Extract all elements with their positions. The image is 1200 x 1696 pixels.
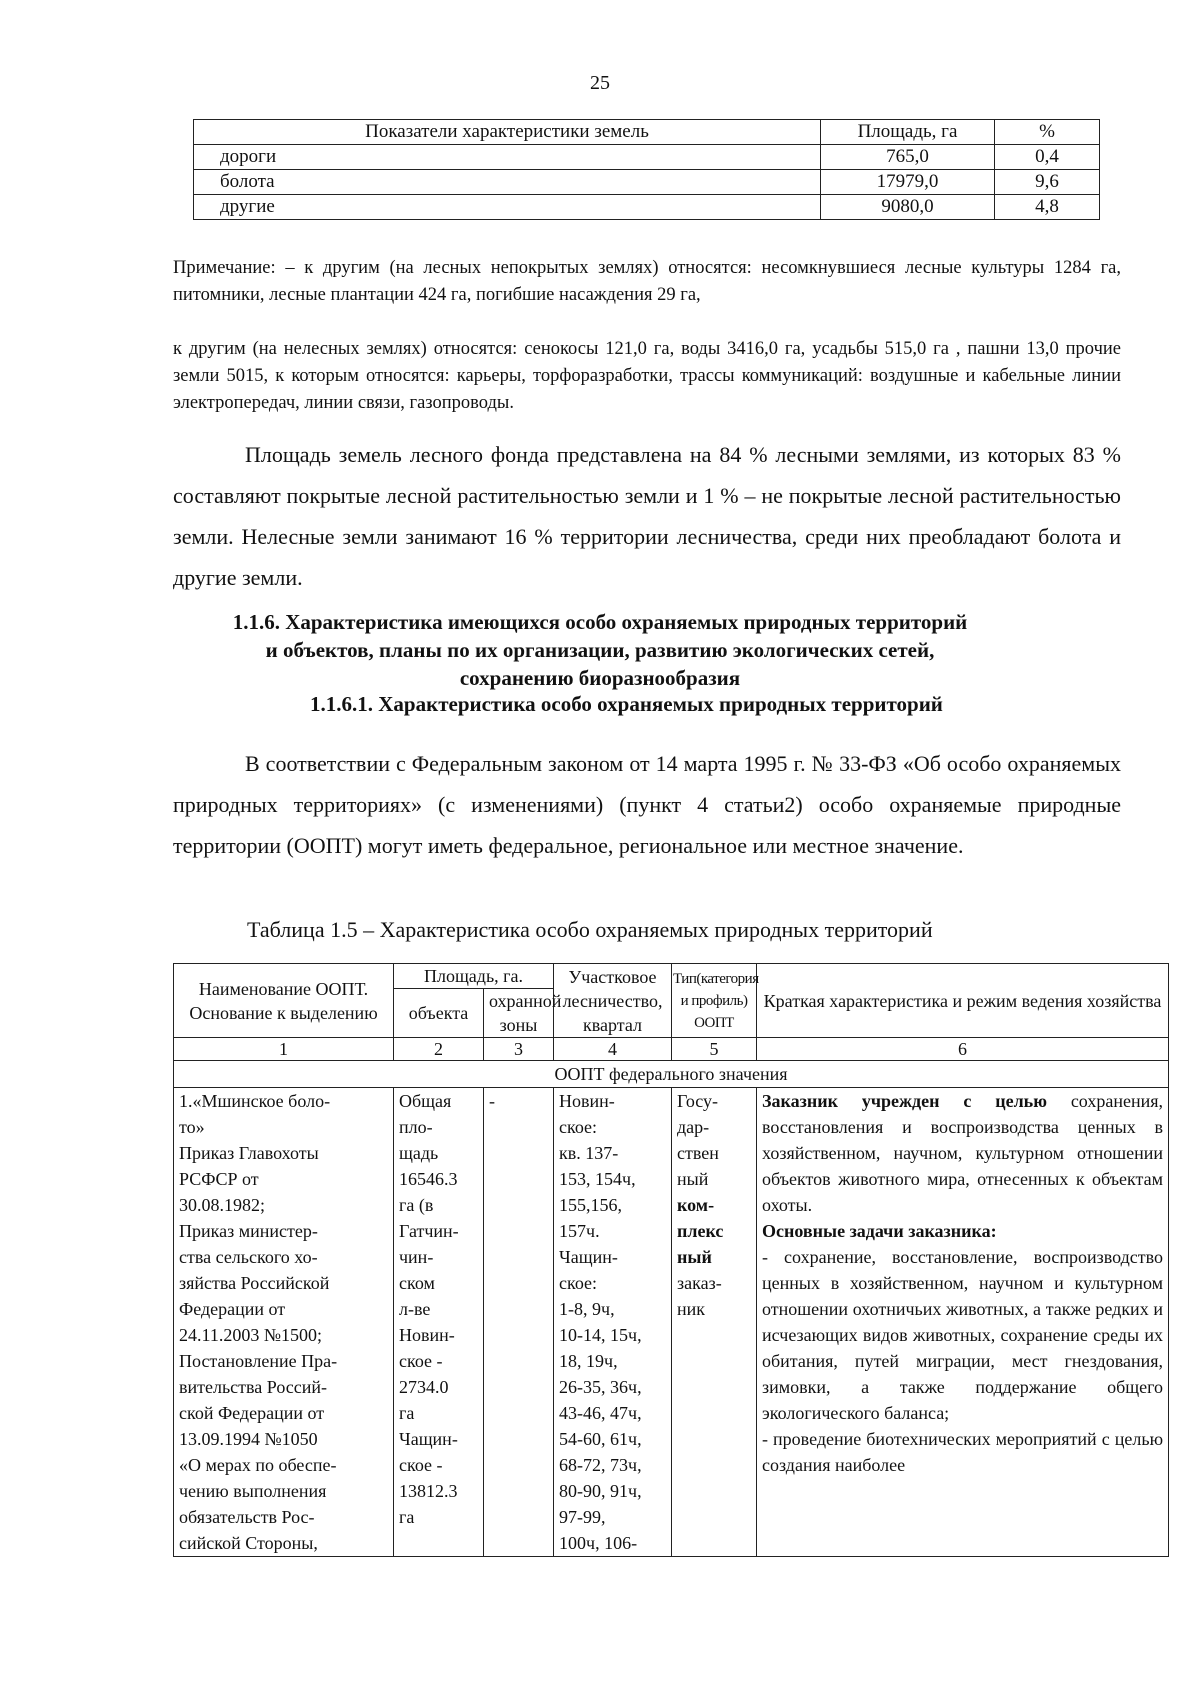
column-numbers-row xyxy=(174,1038,1169,1061)
description-text: сохранения, восстановления и воспроизводства ценных в хозяйственном, научном, культурном отношении объектов животного мира, отнесенных к объектам охоты. xyxy=(762,1091,1164,1215)
cell-line: ник xyxy=(677,1299,706,1319)
row-area: 17979,0 xyxy=(821,170,995,195)
cell-line: Приказ министер- xyxy=(179,1221,318,1241)
description-text: - сохранение, восстановление, воспроизводство ценных в хозяйственном, научном и культурном отношении охотничьих животных, а также редких и исчезающих видов животных, сохранение среды их обитания, путей миграции, мест гнездования, зимовки, а также поддержание общего экологического баланса; xyxy=(762,1247,1164,1423)
cell-line: плекс xyxy=(677,1221,724,1241)
cell-line: 157ч. xyxy=(559,1221,600,1241)
oopt-name-cell xyxy=(174,1088,394,1557)
cell-line: 155,156, xyxy=(559,1195,623,1215)
cell-line: ства сельского хо- xyxy=(179,1247,318,1267)
column-number: 1 xyxy=(174,1038,394,1061)
cell-line: Федерации от xyxy=(179,1299,286,1319)
cell-line: 80-90, 91ч, xyxy=(559,1481,642,1501)
note-nonforest-lands: к другим (на нелесных землях) относятся: сенокосы 121,0 га, воды 3416,0 га, усадьбы 515,0 га , пашни 13,0 прочие земли 5015, к которым относятся: карьеры, торфоразработки, трассы коммуникаций: воздушные и кабельные линии электропередач, линии связи, газопроводы. xyxy=(173,339,1121,413)
cell-line: га xyxy=(399,1403,415,1423)
cell-line: 26-35, 36ч, xyxy=(559,1377,642,1397)
table-row xyxy=(194,170,1100,195)
cell-line: 2734.0 xyxy=(399,1377,449,1397)
cell-line: щадь xyxy=(399,1143,439,1163)
cell-line: 153, 154ч, xyxy=(559,1169,636,1189)
table-row xyxy=(194,195,1100,220)
header-area-zone: охранной зоны xyxy=(484,989,554,1038)
header-area: Площадь, га xyxy=(821,120,995,145)
cell-line: 24.11.2003 №1500; xyxy=(179,1325,323,1345)
cell-line: 43-46, 47ч, xyxy=(559,1403,642,1423)
cell-line: 10-14, 15ч, xyxy=(559,1325,642,1345)
column-number: 3 xyxy=(484,1038,554,1061)
cell-line: ском xyxy=(399,1273,435,1293)
row-label: дороги xyxy=(194,145,821,170)
header-description: Краткая характеристика и режим ведения хозяйства xyxy=(757,964,1169,1038)
cell-line: ское - xyxy=(399,1351,443,1371)
subsection-heading: 1.1.6.1. Характеристика особо охраняемых природных территорий xyxy=(310,692,943,716)
cell-line: Госу- xyxy=(677,1091,719,1111)
cell-line: Новин- xyxy=(399,1325,455,1345)
cell-line: зяйства Российской xyxy=(179,1273,330,1293)
cell-line: га xyxy=(399,1507,415,1527)
cell-line: Общая xyxy=(399,1091,452,1111)
cell-line: ское: xyxy=(559,1117,598,1137)
description-text: - проведение биотехнических мероприятий с целью создания наиболее xyxy=(762,1429,1164,1475)
cell-line: то» xyxy=(179,1117,205,1137)
table-row xyxy=(194,145,1100,170)
section-row xyxy=(174,1061,1169,1088)
cell-line: 54-60, 61ч, xyxy=(559,1429,642,1449)
section-heading xyxy=(0,608,1200,692)
cell-line: вительства Россий- xyxy=(179,1377,328,1397)
oopt-type-cell xyxy=(672,1088,757,1557)
row-percent: 4,8 xyxy=(995,195,1100,220)
oopt-table xyxy=(173,963,1169,1557)
header-percent: % xyxy=(995,120,1100,145)
cell-line: Приказ Главохоты xyxy=(179,1143,319,1163)
cell-line: 13812.3 xyxy=(399,1481,458,1501)
cell-line: 18, 19ч, xyxy=(559,1351,618,1371)
cell-line: ской Федерации от xyxy=(179,1403,325,1423)
header-area-object: объекта xyxy=(394,989,484,1038)
row-label: болота xyxy=(194,170,821,195)
column-number: 4 xyxy=(554,1038,672,1061)
header-indicators: Показатели характеристики земель xyxy=(194,120,821,145)
row-area: 9080,0 xyxy=(821,195,995,220)
cell-line: 13.09.1994 №1050 xyxy=(179,1429,318,1449)
section-title: ООПТ федерального значения xyxy=(174,1061,1169,1088)
row-label: другие xyxy=(194,195,821,220)
header-type: Тип(категория и профиль) ООПТ xyxy=(672,964,757,1038)
cell-line: 30.08.1982; xyxy=(179,1195,266,1215)
cell-line: л-ве xyxy=(399,1299,431,1319)
column-number: 5 xyxy=(672,1038,757,1061)
cell-line: 68-72, 73ч, xyxy=(559,1455,642,1475)
cell-line: Чащин- xyxy=(399,1429,458,1449)
section-heading-line: и объектов, планы по их организации, развитию экологических сетей, xyxy=(265,638,935,662)
cell-line: 1.«Мшинское боло- xyxy=(179,1091,331,1111)
table-header-row xyxy=(174,964,1169,989)
header-area: Площадь, га. xyxy=(394,964,554,989)
cell-line: дар- xyxy=(677,1117,710,1137)
page-number: 25 xyxy=(590,72,610,94)
table-row xyxy=(174,1088,1169,1557)
cell-line: 16546.3 xyxy=(399,1169,458,1189)
description-bold: Основные задачи заказника: xyxy=(762,1221,997,1241)
cell-line: Новин- xyxy=(559,1091,615,1111)
row-area: 765,0 xyxy=(821,145,995,170)
land-indicators-table xyxy=(193,119,1100,220)
cell-line: заказ- xyxy=(677,1273,722,1293)
cell-line: чин- xyxy=(399,1247,434,1267)
cell-line: 97-99, xyxy=(559,1507,606,1527)
oopt-description-cell xyxy=(757,1088,1169,1557)
cell-line: РСФСР от xyxy=(179,1169,259,1189)
table-header-row xyxy=(194,120,1100,145)
description-bold: Заказник учрежден с целью xyxy=(762,1091,1047,1111)
cell-line: ком- xyxy=(677,1195,715,1215)
cell-line: пло- xyxy=(399,1117,433,1137)
oopt-area-cell xyxy=(394,1088,484,1557)
section-heading-line: 1.1.6. Характеристика имеющихся особо охраняемых природных территорий xyxy=(232,610,968,634)
cell-line: чению выполнения xyxy=(179,1481,327,1501)
cell-line: кв. 137- xyxy=(559,1143,619,1163)
cell-line: ный xyxy=(677,1247,712,1267)
column-number: 2 xyxy=(394,1038,484,1061)
column-number: 6 xyxy=(757,1038,1169,1061)
oopt-zone-cell: - xyxy=(484,1088,554,1557)
cell-line: Чащин- xyxy=(559,1247,618,1267)
cell-line: 100ч, 106- xyxy=(559,1533,638,1553)
paragraph-land-area: Площадь земель лесного фонда представлена на 84 % лесными землями, из которых 83 % составляют покрытые лесной растительностью земли и 1 % – не покрытые лесной растительностью земли. Нелесные земли занимают 16 % территории лесничества, среди них преобладают болота и другие земли. xyxy=(173,442,1121,590)
paragraph-federal-law: В соответствии с Федеральным законом от 14 марта 1995 г. № 33-ФЗ «Об особо охраняемых природных территориях» (с изменениями) (пункт 4 статьи2) особо охраняемые природные территории (ООПТ) могут иметь федеральное, региональное или местное значение. xyxy=(173,751,1121,858)
note-forest-lands: Примечание: – к другим (на лесных непокрытых землях) относятся: несомкнувшиеся лесные культуры 1284 га, питомники, лесные плантации 424 га, погибшие насаждения 29 га, xyxy=(173,258,1121,305)
oopt-forestry-cell xyxy=(554,1088,672,1557)
cell-line: га (в xyxy=(399,1195,434,1215)
header-name: Наименование ООПТ. Основание к выделению xyxy=(174,964,394,1038)
section-heading-line: сохранению биоразнообразия xyxy=(459,666,741,690)
row-percent: 9,6 xyxy=(995,170,1100,195)
header-forestry: Участковое лесничество, квартал xyxy=(554,964,672,1038)
table-caption: Таблица 1.5 – Характеристика особо охраняемых природных территорий xyxy=(247,917,933,942)
row-percent: 0,4 xyxy=(995,145,1100,170)
cell-line: Гатчин- xyxy=(399,1221,459,1241)
cell-line: сийской Стороны, xyxy=(179,1533,318,1553)
cell-line: ское: xyxy=(559,1273,598,1293)
cell-line: ный xyxy=(677,1169,709,1189)
cell-line: ствен xyxy=(677,1143,719,1163)
cell-line: ское - xyxy=(399,1455,443,1475)
cell-line: обязательств Рос- xyxy=(179,1507,315,1527)
cell-line: Постановление Пра- xyxy=(179,1351,338,1371)
cell-line: «О мерах по обеспе- xyxy=(179,1455,337,1475)
cell-line: 1-8, 9ч, xyxy=(559,1299,615,1319)
